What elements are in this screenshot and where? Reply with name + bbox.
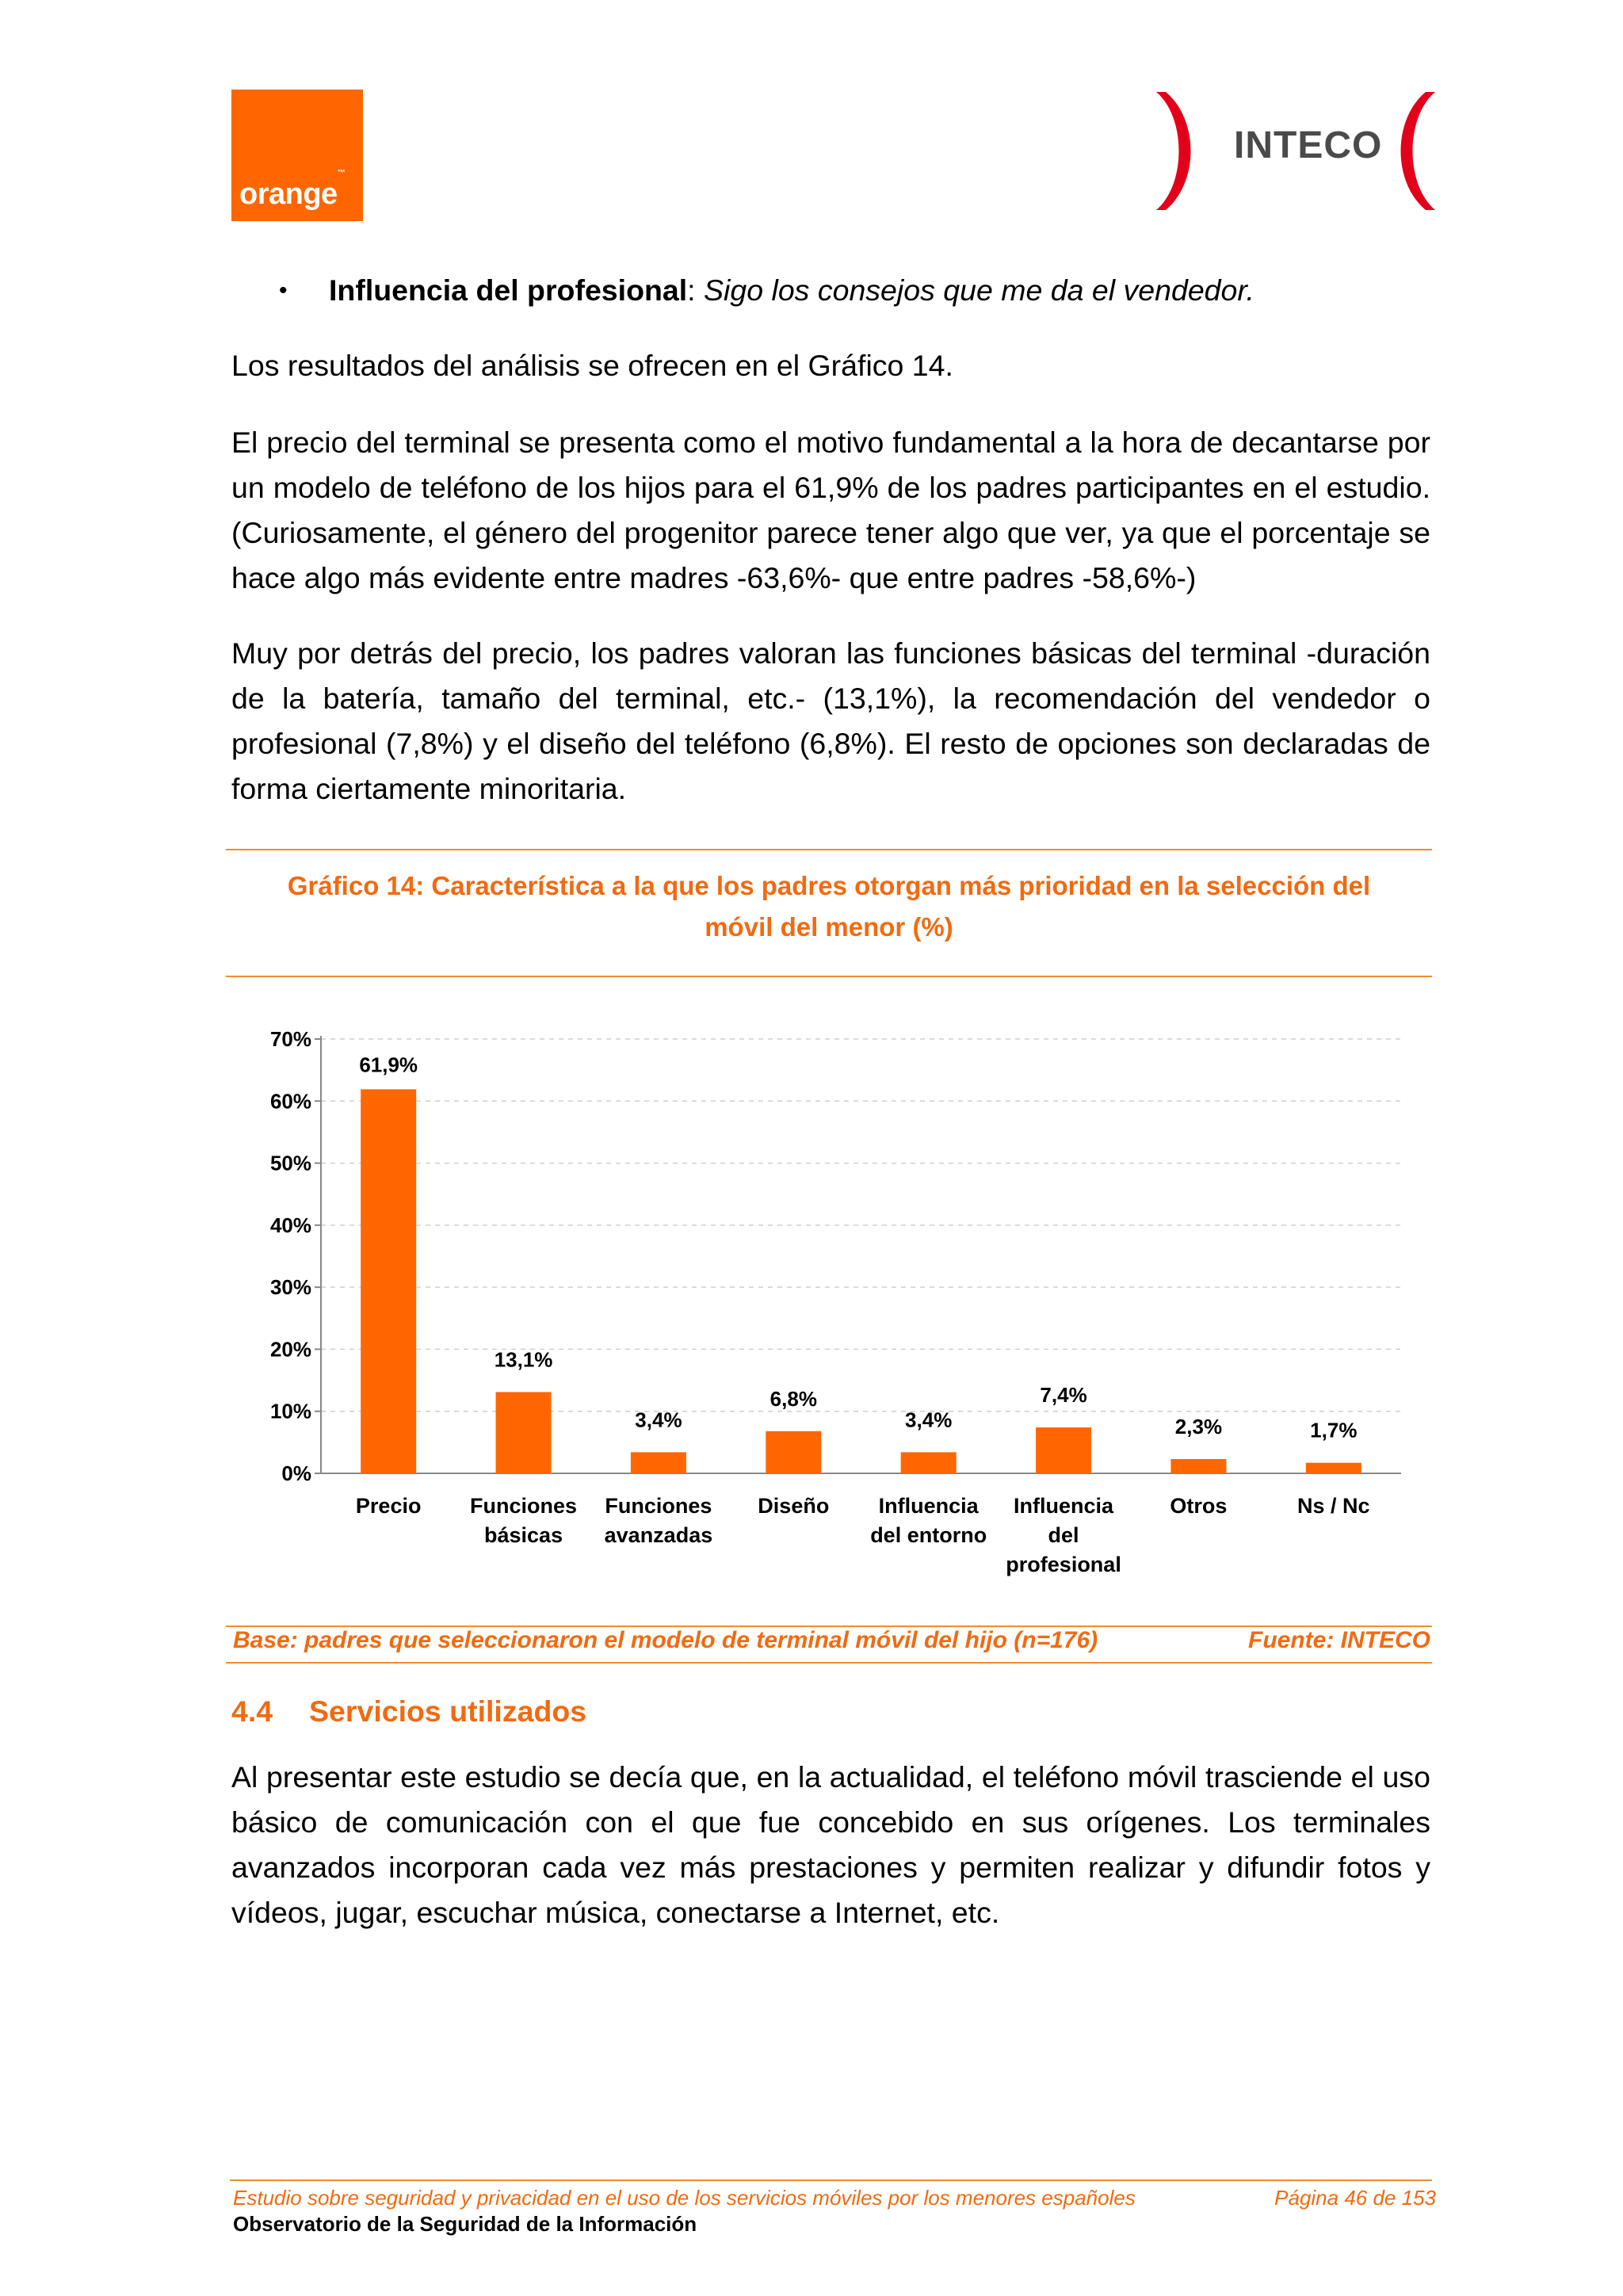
orange-logo [231, 90, 363, 221]
x-category-label: del entorno [870, 1523, 987, 1547]
section-title: Servicios utilizados [309, 1694, 587, 1728]
y-tick-label: 20% [269, 1337, 311, 1362]
bar [361, 1089, 416, 1473]
chart-title [238, 865, 1420, 948]
x-category-label: Ns / Nc [1297, 1494, 1370, 1518]
paragraph-1: Los resultados del análisis se ofrecen en el Gráfico 14. [231, 349, 953, 382]
x-category-label: Influencia [878, 1494, 979, 1518]
chart-title-line-1: Gráfico 14: Característica a la que los padres otorgan más prioridad en la selección del [287, 871, 1371, 900]
x-category-label: avanzadas [604, 1523, 713, 1547]
data-label: 3,4% [905, 1408, 953, 1432]
bullet-dot-icon: • [279, 277, 288, 304]
bar [766, 1431, 821, 1473]
footer-page-number: Página 46 de 153 [1274, 2186, 1436, 2210]
bullet-text [329, 268, 1254, 313]
footer-study-title: Estudio sobre seguridad y privacidad en el uso de los servicios móviles por los menores españoles [233, 2186, 1136, 2210]
figure-source-text: Fuente: INTECO [1248, 1627, 1430, 1653]
y-tick-label: 40% [269, 1213, 311, 1237]
bar [1036, 1427, 1091, 1473]
figure-title-rule [226, 976, 1432, 977]
bar-chart [230, 1010, 1419, 1597]
y-tick-label: 60% [269, 1089, 311, 1114]
bar [1306, 1463, 1361, 1473]
figure-base-bottom-rule [226, 1662, 1432, 1664]
x-category-label: Influencia [1014, 1494, 1114, 1518]
bar [631, 1452, 686, 1473]
x-category-label: básicas [484, 1523, 563, 1547]
y-tick-label: 50% [269, 1151, 311, 1175]
data-label: 3,4% [635, 1408, 682, 1432]
x-category-label: profesional [1006, 1553, 1121, 1576]
data-label: 1,7% [1310, 1418, 1358, 1442]
data-label: 2,3% [1174, 1414, 1223, 1438]
bar [496, 1392, 552, 1473]
bar [901, 1452, 957, 1473]
figure-base-text: Base: padres que seleccionaron el modelo de terminal móvil del hijo (n=176) [233, 1627, 1098, 1653]
bullet-quote: Sigo los consejos que me da el vendedor. [704, 273, 1254, 307]
y-tick-label: 0% [281, 1461, 311, 1485]
figure-base-row [231, 1627, 1430, 1662]
footer-observatory: Observatorio de la Seguridad de la Información [233, 2212, 697, 2236]
y-tick-label: 70% [269, 1027, 311, 1051]
figure-top-rule [226, 849, 1432, 850]
x-category-label: Precio [355, 1494, 422, 1518]
data-label: 7,4% [1040, 1383, 1087, 1408]
x-category-label: del [1048, 1523, 1079, 1547]
footer-rule [230, 2179, 1432, 2181]
bullet-label: Influencia del profesional [329, 273, 688, 307]
x-category-label: Diseño [758, 1494, 830, 1518]
data-label: 61,9% [359, 1052, 418, 1077]
orange-logo-wordmark: orange™ [239, 169, 346, 211]
inteco-logo [1145, 86, 1446, 216]
x-category-label: Funciones [605, 1494, 712, 1518]
section-number: 4.4 [231, 1694, 273, 1728]
x-category-label: Funciones [470, 1494, 578, 1518]
data-label: 13,1% [494, 1347, 553, 1372]
data-label: 6,8% [769, 1386, 817, 1411]
paragraph-2: El precio del terminal se presenta como el motivo fundamental a la hora de decantarse por un modelo de teléfono de los hijos para el 61,9% de los padres participantes en el estudio. (Curiosamente, el género del progenitor parece tener algo que ver, ya que el porcentaje se hace algo más evidente entre madres -63,6%- que entre padres -58,6%-) [231, 426, 1430, 594]
paragraph-4: Al presentar este estudio se decía que, en la actualidad, el teléfono móvil trasciende el uso básico de comunicación con el que fue concebido en sus orígenes. Los terminales avanzados incorporan cada vez más prestaciones y permiten realizar y difundir fotos y vídeos, jugar, escuchar música, conectarse a Internet, etc. [231, 1760, 1430, 1929]
bullet-colon: : [687, 273, 705, 307]
x-category-label: Otros [1170, 1494, 1228, 1518]
inteco-wordmark: INTECO [1234, 124, 1383, 166]
y-tick-label: 30% [269, 1275, 311, 1300]
y-tick-label: 10% [269, 1399, 311, 1423]
bar [1170, 1459, 1226, 1473]
paragraph-3: Muy por detrás del precio, los padres valoran las funciones básicas del terminal -duración de la batería, tamaño del terminal, etc.- (13,1%), la recomendación del vendedor o profesional (7,8%) y el diseño del teléfono (6,8%). El resto de opciones son declaradas de forma ciertamente minoritaria. [231, 636, 1430, 805]
chart-title-line-2: móvil del menor (%) [705, 912, 953, 942]
